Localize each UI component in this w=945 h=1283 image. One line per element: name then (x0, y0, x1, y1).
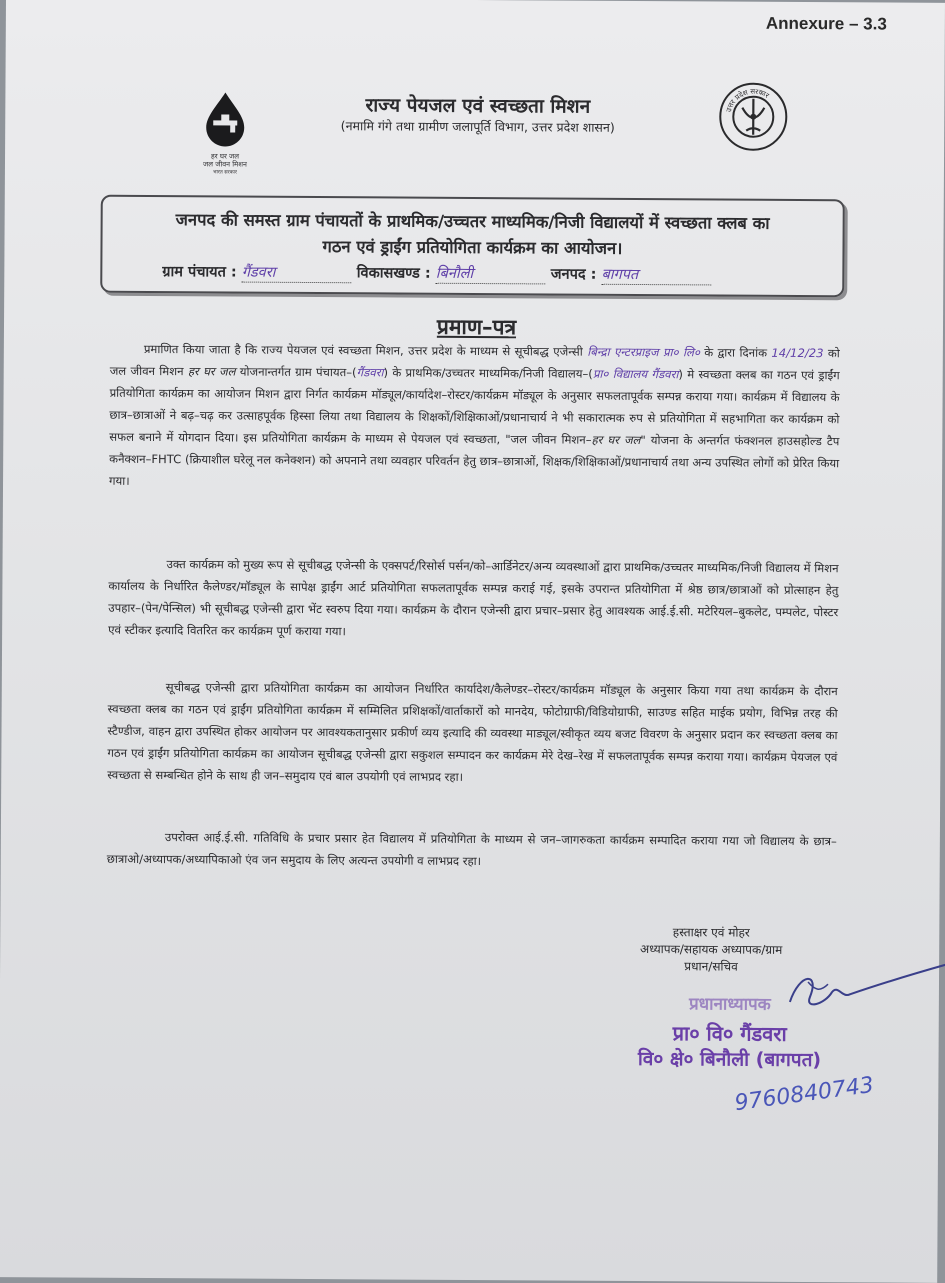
p1-text-3: को जल जीवन मिशन (109, 346, 840, 379)
signature-line-2: अध्यापक/सहायक अध्यापक/ग्राम (640, 942, 783, 957)
signature-line-1: हस्ताक्षर एवं मोहर (672, 925, 750, 940)
paragraph-3: सूचीबद्ध एजेन्सी द्वारा प्रतियोगिता कार्यक्रम का आयोजन निर्धारित कार्यादेश/कैलेण्डर–रोस्टर/कार्यक्रम मॉड्यूल के अनुसार किया गया तथा कार्यक्रम के दौरान स्वच्छता क्लब का गठन एवं ड्राईंग प्रतियोगिता कार्यक्रम में सम्मिलित प्रशिक्षकों/वार्ताकारों को मानदेय, फोटोग्राफी/विडियोग्राफी, साउण्ड सहित माईक प्रयोग, विभिन्न तरह की स्टैण्डीज, वाहन द्वारा उपस्थित होकर आयोजन पर आवश्यकतानुसार प्रकीर्ण व्यय इत्यादि की व्यवस्था माड्यूल/स्वीकृत व्यय बजट विवरण के अनुसार प्रदान कर स्वच्छता क्लब का गठन एवं ड्राईंग प्रतियोगिता कार्यक्रम का आयोजन सूचीबद्ध एजेन्सी द्वारा सकुशल सम्पादन कर कार्यक्रम मेरे देख–रेख में सफलतापूर्वक सम्पन्न कराया गया। कार्यक्रम पेयजल एवं स्वच्छता से सम्बन्धित होने के साथ ही जन–समुदाय एवं बाल उपयोगी एवं लाभप्रद रहा। (107, 680, 838, 784)
stamp-designation: प्रधानाध्यापक (688, 994, 771, 1015)
school-name: प्रा० विद्यालय गैंडवरा (592, 366, 679, 382)
seal-text: उत्तर प्रदेश सरकार (724, 87, 771, 113)
signature-block (616, 924, 806, 976)
subject-box (100, 195, 845, 298)
paragraph-2: उक्त कार्यक्रम को मुख्य रूप से सूचीबद्ध एजेन्सी के एक्सपर्ट/रिसोर्स पर्सन/को–आर्डिनेटर/अन्य व्यवस्थाओं द्वारा प्राथमिक/उच्चतर माध्यमिक/निजी विद्यालय में मिशन कार्यालय के निर्धारित कैलेण्डर/मॉड्यूल के सापेक्ष ड्राईंग आर्ट प्रतियोगिता सफलतापूर्वक सम्पन्न कराई गई, इसके उपरान्त प्रतियोगिता में श्रेष्ठ छात्र/छात्राओं को प्रोत्साहन हेतु उपहार–(पेन/पेन्सिल) भी सूचीबद्ध एजेन्सी द्वारा भेंट स्वरुप दिया गया। कार्यक्रम के दौरान एजेन्सी द्वारा प्रचार–प्रसार हेतु आवश्यक आई.ई.सी. मटेरियल–बुकलेट, पम्पलेट, पोस्टर एवं स्टीकर इत्यादि वितरित कर कार्यक्रम पूर्ण कराया गया। (108, 557, 839, 639)
logo-line-3: भारत सरकार (212, 169, 237, 176)
certificate-title: प्रमाण–पत्र (436, 314, 517, 340)
p1-text-1: प्रमाणित किया जाता है कि राज्य पेयजल एवं स्वच्छता मिशन, उत्तर प्रदेश के माध्यम से सूचीबद्ध एजेन्सी (143, 341, 588, 359)
district-value: बागपत (601, 264, 711, 286)
stamp-block: वि० क्षे० बिनौली (बागपत) (637, 1048, 822, 1072)
block-label: विकासखण्ड : (356, 265, 431, 282)
annexure-label: Annexure – 3.3 (765, 13, 887, 34)
gram-panchayat-handwritten: गैंडवरा (356, 365, 384, 380)
paragraph-4: उपरोक्त आई.ई.सी. गतिविधि के प्रचार प्रसार हेत विद्यालय में प्रतियोगिता के माध्यम से जन–जागरुकता कार्यक्रम सम्पादित कराया गया जो विद्यालय के छात्र–छात्राओ/अध्यापक/अध्यापिकाओ एंव जन समुदाय के लिए अत्यन्त उपयोगी व लाभप्रद रहा। (106, 830, 837, 869)
paragraph-1 (109, 338, 840, 496)
location-row (162, 261, 711, 285)
stamp-school: प्रा० वि० गैंडवरा (672, 1021, 787, 1046)
event-date: 14/12/23 (771, 345, 824, 361)
logo-line-1: हर घर जल (211, 152, 240, 161)
phone-number: 9760840743 (733, 1072, 876, 1117)
mission-title: राज्य पेयजल एवं स्वच्छता मिशन (365, 94, 591, 118)
gram-panchayat-label: ग्राम पंचायत : (162, 264, 237, 281)
p1-text-4: योजनान्तर्गत ग्राम पंचायत–( (235, 364, 357, 380)
agency-name: बिन्द्रा एन्टरप्राइज प्रा० लि० (587, 344, 700, 360)
p1-text-2: के द्वारा दिनांक (699, 345, 772, 360)
p1-text-6: ) मे स्वच्छता क्लब का गठन एवं ड्राईंग प्रतियोगिता कार्यक्रम का आयोजन मिशन द्वारा निर्गत कार्यक्रम मॉड्यूल/कार्यादेश–रोस्टर/कार्यक्रम मॉड्यूल के अनुसार सफलतापूर्वक सम्पन्न कराया गया। कार्यक्रम में विद्यालय के छात्र–छात्राओं ने बढ़–चढ़ कर उत्साहपूर्वक हिस्सा लिया तथा विद्यालय के शिक्षकों/शिक्षिकाओं/प्रधानाचार्य ने भी सकारात्मक रुप से प्रतियोगिता में सहभागिता कर कार्यक्रम को सफल बनाने में योगदान दिया। इस प्रतियोगिता कार्यक्रम के माध्यम से पेयजल एवं स्वच्छता, "जल जीवन मिशन– (109, 367, 840, 447)
handwritten-signature (780, 962, 945, 1023)
p1-text-3-em: हर घर जल (187, 364, 236, 379)
district-label: जनपद : (550, 266, 597, 283)
subject-line-2: गठन एवं ड्राईंग प्रतियोगिता कार्यक्रम का आयोजन। (322, 237, 623, 258)
logo-line-2: जल जीवन मिशन (203, 160, 247, 169)
p1-text-6-em: हर घर जल (591, 432, 641, 448)
subject-line-1: जनपद की समस्त ग्राम पंचायतों के प्राथमिक/उच्चतर माध्यमिक/निजी विद्यालयों में स्वच्छता क्लब का (175, 210, 770, 233)
p1-text-5: ) के प्राथमिक/उच्चतर माध्यमिक/निजी विद्यालय–( (383, 365, 593, 381)
p1-text-7: " योजना के अन्तर्गत फंक्शनल हाउसहोल्ड टैप कनैक्शन–FHTC (क्रियाशील घरेलू नल कनेक्शन) को अपनाने तथा व्यवहार परिवर्तन हेतु छात्र–छात्राओं, शिक्षक/शिक्षिकाओं/प्रधानाचार्य तथा अन्य उपस्थित लोगों को प्रेरित किया गया। (109, 433, 840, 488)
gram-panchayat-value: गैंडवरा (242, 262, 352, 284)
signature-line-3: प्रधान/सचिव (684, 959, 738, 974)
block-value: बिनौली (436, 263, 546, 285)
mission-subtitle: (नमामि गंगे तथा ग्रामीण जलापूर्ति विभाग, उत्तर प्रदेश शासन) (340, 118, 615, 135)
